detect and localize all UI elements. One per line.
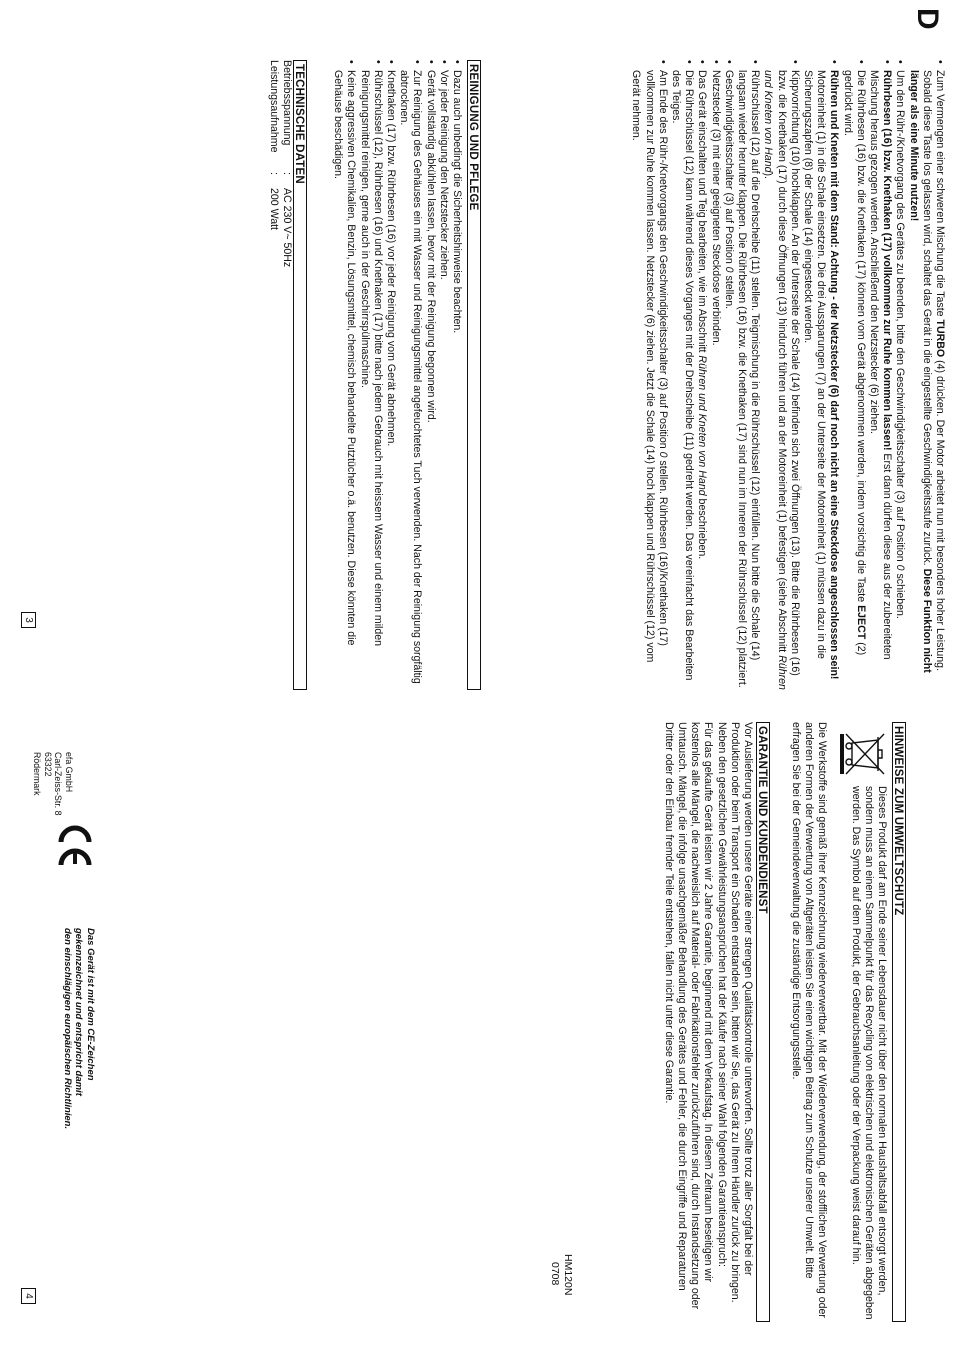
tech-label: Betriebsspannung xyxy=(281,60,293,146)
ce-line-3: den einschlägigen europäischen Richtlinien. xyxy=(62,928,73,1130)
instruction-text: Rührbesen (16) bzw. Knethaken (17) vollkommen zur Ruhe kommen lassen! xyxy=(881,70,894,451)
model-number xyxy=(548,1254,574,1295)
instruction-text: schieben. xyxy=(894,570,907,619)
instruction-text: Zum Vermengen einer schweren Mischung die Taste xyxy=(934,70,946,320)
technical-data-row xyxy=(266,60,280,420)
instruction-text: Erst dann dürfen diese aus der zubereiteten Mischung heraus gezogen werden. Anschließend den Netzstecker (6) ziehen. xyxy=(867,70,894,660)
cleaning-item: • Zur Reinigung des Gehäuses ein mit Wasser und Reinigungsmittel angefeuchtetes Tuch verwenden. Nach der Reinigung sorgfältig abtrocknen. xyxy=(397,60,423,690)
instruction-text: 0 xyxy=(894,564,907,571)
instruction-text: ). xyxy=(762,172,775,179)
instruction-item xyxy=(801,60,841,690)
technical-data-row xyxy=(279,60,293,420)
instruction-item xyxy=(867,60,893,690)
instruction-text: Netzstecker (3) mit einer geeigneten Steckdose verbinden. xyxy=(709,70,722,346)
cleaning-item: • Knethaken (17) bzw. Rührbesen (16) vor jeder Reinigung vom Gerät abnehmen. xyxy=(384,60,397,690)
instruction-text: 0 xyxy=(722,266,735,273)
instruction-text: Die Rührschüssel (12) kann während dieses Vorganges mit der Drehscheibe (11) gedreht werden. Das vereinfacht das Bearbeiten des Teiges. xyxy=(669,70,696,681)
instruction-text: Um den Rühr-/Knetvorgang des Gerätes zu beenden, bitte den Geschwindigkeitsschalter (3) auf Position xyxy=(894,70,907,565)
instruction-text: (4) drücken. Der Motor arbeitet nun mit besonders hoher Leistung. Sobald diese Taste los gelassen wird, schaltet das Gerät in die eingestellte Geschwindigkeitsstufe zurück. xyxy=(920,70,946,672)
tech-separator: : xyxy=(281,172,293,175)
technical-data-heading: TECHNISCHE DATEN xyxy=(293,60,307,690)
instruction-item xyxy=(722,60,735,690)
instruction-text: (2) gedrückt wird. xyxy=(841,70,867,656)
instruction-item xyxy=(893,60,906,690)
address-company: efa GmbH xyxy=(64,752,74,793)
cleaning-list xyxy=(331,60,463,690)
instruction-text: Am Ende des Rühr-/Knetvorgangs den Geschwindigkeitsschalter (3) auf Position xyxy=(656,70,669,452)
warranty-paragraph: Vor Auslieferung werden unsere Geräte einer strengen Qualitätskontrolle unterworfen. Sollte trotz aller Sorgfalt bei der Produktion oder beim Transport ein Schaden entstanden sein, bitten wir Sie, das Gerät zu Ihrem Händler zurück zu bringen. xyxy=(728,722,754,1303)
instruction-item xyxy=(840,60,866,690)
ce-conformity-text xyxy=(62,928,97,1208)
instruction-text: Rührschüssel (12) auf die Drehscheibe (11) stellen. Teigmischung in die Rührschüssel (12) einfüllen. Nun bitte die Schale (14) langsam wieder herunter klappen. Die Rührbesen (16) bzw. die Knethaken (17) sind nun im Inneren der Rührschüssel (12) platziert. xyxy=(735,70,762,688)
ce-line-2: gekennzeichnet und entspricht damit xyxy=(73,928,85,1096)
warranty-heading: GARANTIE UND KUNDENDIENST xyxy=(756,722,770,1322)
cleaning-item: • Dazu auch unbedingt die Sicherheitshinweise beachten. xyxy=(450,60,463,690)
instruction-item xyxy=(906,60,946,690)
instruction-item xyxy=(735,60,761,690)
tech-value: 200 Watt xyxy=(268,188,280,231)
instruction-item xyxy=(669,60,695,690)
instruction-text: Diese Funktion nicht länger als eine Minute nutzen! xyxy=(907,70,933,673)
environment-intro: Dieses Produkt darf am Ende seiner Lebensdauer nicht über den normalen Haushaltsabfall entsorgt werden, sondern muss an einem Sammelpunkt für das Recycling von elektrischen und elektronischen Geräten abgegeben werden. Das Symbol auf dem Produkt, der Gebrauchsanleitung oder der Verpackung weist darauf hin. xyxy=(849,786,888,1320)
page-number-left: 3 xyxy=(21,612,36,628)
instruction-text: Motoreinheit (1) in die Schale einsetzen. Die drei Aussparungen (7) an der Unterseite der Motoreinheit (1) müssen dazu in die Sicherungszapfen (8) der Schale (14) eingesteckt werden. xyxy=(801,70,828,659)
address-street: Carl-Zeiss-Str. 8 xyxy=(53,752,64,816)
language-marker: D xyxy=(911,8,944,30)
instruction-text: EJECT xyxy=(854,605,867,640)
cleaning-item: • Keine aggressiven Chemikalien, Benzin, Lösungsmittel, chemisch behandelte Putztücher o.ä. benutzen. Diese könnten die Gehäuse beschädigen. xyxy=(331,60,357,690)
ce-mark-icon xyxy=(58,822,92,868)
instruction-text: Geschwindigkeitsschalter (3) auf Position xyxy=(722,70,735,267)
crossed-out-wheelie-bin-icon xyxy=(840,728,888,780)
tech-separator: : xyxy=(268,172,280,175)
cleaning-item: • Rührschüssel (12), Rührbesen (16) und Knethaken (17) bitte nach jedem Gebrauch mit heissem Wasser und einem milden Reinigungsmittel reinigen, gerne auch in der Geschirrspülmaschine. xyxy=(357,60,383,690)
model-code: HM120N xyxy=(562,1254,574,1296)
instruction-text: TURBO xyxy=(934,319,946,358)
model-date: 0708 xyxy=(549,1262,561,1286)
instruction-item xyxy=(629,60,669,690)
warranty-paragraph: Neben den gesetzlichen Gewährleistungsansprüchen hat der Käufer nach seiner Wahl folgenden Garantieanspruch: xyxy=(715,722,728,1267)
instruction-text: Rühren und Kneten von Hand xyxy=(696,355,709,496)
instruction-text: beschrieben. xyxy=(696,495,709,560)
instruction-item xyxy=(708,60,721,690)
cleaning-item: • Vor jeder Reinigung den Netzstecker ziehen. xyxy=(437,60,450,690)
ce-line-1: Das Gerät ist mit dem CE-Zeichen xyxy=(85,928,96,1081)
warranty-paragraph: Für das gekaufte Gerät leisten wir 2 Jahre Garantie, beginnend mit dem Verkaufstag. In diesem Zeitraum beseitigen wir kostenlos alle Mängel, die nachweislich auf Material- oder Fabrikationsfehler zurückzuführen sind, durch Instandsetzung oder Umtausch. Mängel, die infolge unsachgemäßer Behandlung des Gerätes und Fehler, die durch Eingriffe und Reparaturen Dritter oder den Einbau fremder Teile entstehen, fallen nicht unter diese Garantie. xyxy=(662,722,715,1310)
instruction-text: Rühren und Kneten mit dem Stand: Achtung - der Netzstecker (6) darf noch nicht an eine Steckdose angeschlossen sein! xyxy=(828,70,841,680)
instruction-text: 0 xyxy=(656,451,669,458)
instruction-text: Das Gerät einschalten und Teig bearbeiten, wie im Abschnitt xyxy=(696,70,709,356)
instruction-text: Kippvorrichtung (10) hochklappen. An der Unterseite der Schale (14) befinden sich zwei Öffnungen (13). Bitte die Rührbesen (16) bzw. die Knethaken (17) durch diese Öffnungen (13) hindurch führen und an der Motoreinheit (1) befestigen (siehe Abschnitt xyxy=(775,70,801,676)
environment-body: Die Werkstoffe sind gemäß ihrer Kennzeichnung wiederverwertbar. Mit der Wiederverwendung, der stofflichen Verwertung oder anderen Formen der Verwertung von Altgeräten leisten Sie einen wichtigen Beitrag zum Schutze unserer Umwelt. Bitte erfragen Sie bei der Gemeindeverwaltung die zuständige Entsorgungsstelle. xyxy=(789,722,828,1318)
instruction-item xyxy=(695,60,708,690)
tech-value: AC 230 V~ 50Hz xyxy=(281,188,293,268)
instruction-text: Rühren und Kneten von Hand xyxy=(762,70,788,690)
instruction-text: stellen. Rührbesen (16)/Knethaken (17) vollkommen zur Ruhe kommen lassen. Netzstecker (6) ziehen. Jetzt die Schale (14) hoch klappen und Rührschüssel (12) vom Gerät nehmen. xyxy=(630,70,669,663)
instruction-text: stellen. xyxy=(722,272,735,310)
instruction-item xyxy=(761,60,801,690)
warranty-text xyxy=(662,722,754,1320)
cleaning-item: • Gerät vollständig abkühlen lassen, bevor mit der Reinigung begonnen wird. xyxy=(423,60,436,690)
instruction-text: Die Rührbesen (16) bzw. die Knethaken (17) können vom Gerät abgenommen werden, indem vorsichtig die Taste xyxy=(854,70,867,606)
page-number-right: 4 xyxy=(21,1288,36,1304)
operating-instructions-list xyxy=(629,60,946,690)
manufacturer-address xyxy=(32,752,74,822)
environment-heading: HINWEISE ZUM UMWELTSCHUTZ xyxy=(892,722,906,1322)
tech-label: Leistungsaufnahme xyxy=(268,60,280,153)
cleaning-heading: REINIGUNG UND PFLEGE xyxy=(467,60,481,690)
address-city: 63322 Rödermark xyxy=(32,752,53,796)
